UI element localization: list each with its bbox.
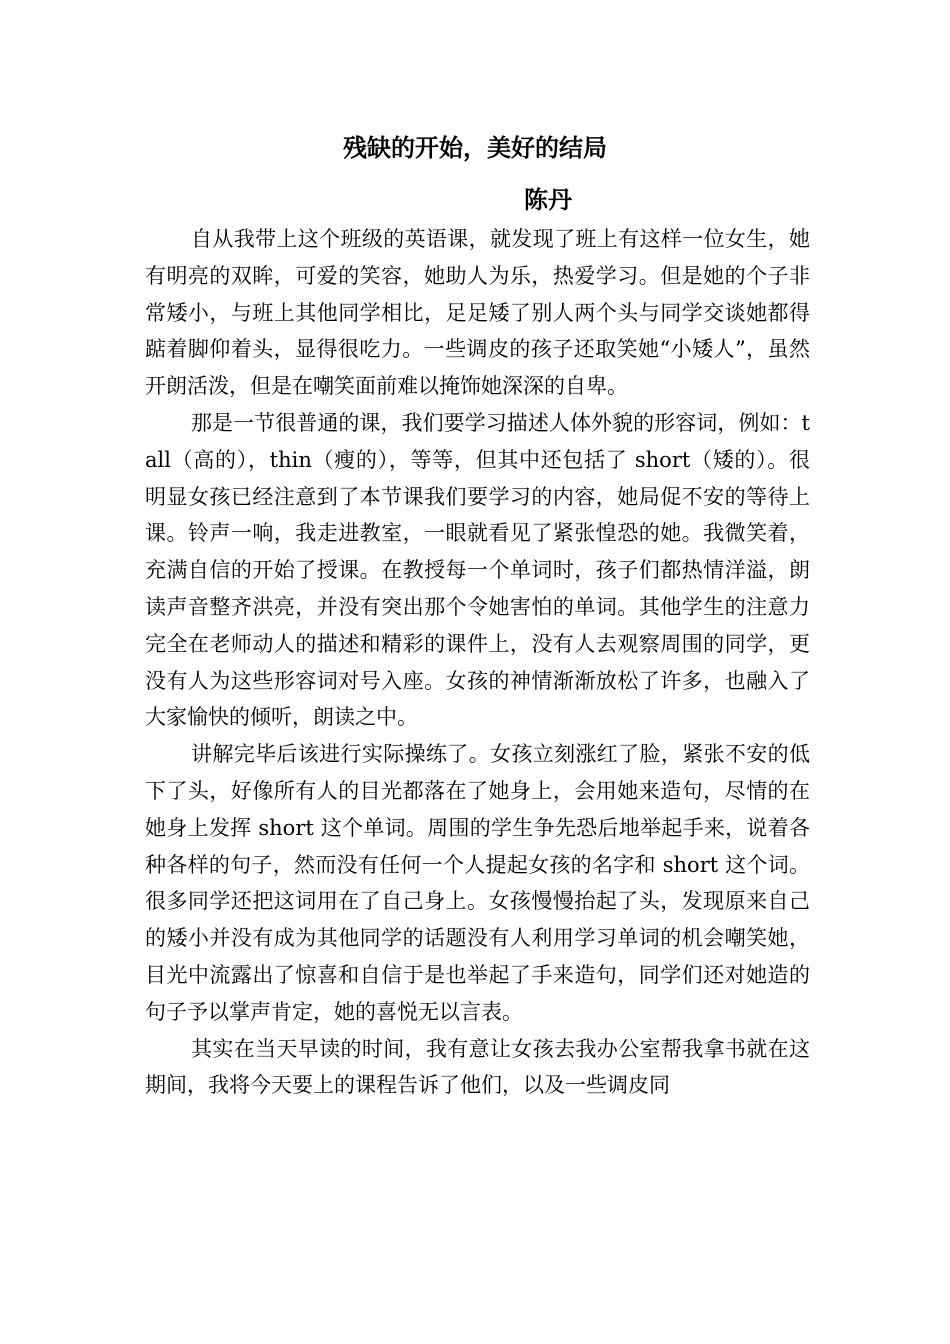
- document-title: 残缺的开始，美好的结局: [343, 133, 607, 162]
- document-author: 陈丹: [524, 185, 572, 214]
- paragraph-4: 其实在当天早读的时间，我有意让女孩去我办公室帮我拿书就在这期间，我将今天要上的课程告诉了他们，以及一些调皮同: [145, 1036, 810, 1098]
- paragraph-3: 讲解完毕后该进行实际操练了。女孩立刻涨红了脸，紧张不安的低下了头，好像所有人的目光都落在了她身上，会用她来造句，尽情的在她身上发挥 short 这个单词。周围的学生争先恐后地举起手来，说着各种各样的句子，然而没有任何一个人提起女孩的名字和 short 这个词。很多同学还把这词用在了自己身上。女孩慢慢抬起了头，发现原来自己的矮小并没有成为其他同学的话题没有人利用学习单词的机会嘲笑她，目光中流露出了惊喜和自信于是也举起了手来造句，同学们还对她造的句子予以掌声肯定，她的喜悦无以言表。: [145, 742, 810, 1024]
- paragraph-2: 那是一节很普通的课，我们要学习描述人体外貌的形容词，例如：tall（高的），thin（瘦的），等等，但其中还包括了 short（矮的）。很明显女孩已经注意到了本节课我们要学习的内容，她局促不安的等待上课。铃声一响，我走进教室，一眼就看见了紧张惶恐的她。我微笑着，充满自信的开始了授课。在教授每一个单词时，孩子们都热情洋溢，朗读声音整齐洪亮，并没有突出那个令她害怕的单词。其他学生的注意力完全在老师动人的描述和精彩的课件上，没有人去观察周围的同学，更没有人为这些形容词对号入座。女孩的神情渐渐放松了许多，也融入了大家愉快的倾听，朗读之中。: [145, 410, 810, 730]
- document-body: [145, 221, 810, 1104]
- paragraph-1: 自从我带上这个班级的英语课，就发现了班上有这样一位女生，她有明亮的双眸，可爱的笑容，她助人为乐，热爱学习。但是她的个子非常矮小，与班上其他同学相比，足足矮了别人两个头与同学交谈她都得踮着脚仰着头，显得很吃力。一些调皮的孩子还取笑她“小矮人”，虽然开朗活泼，但是在嘲笑面前难以掩饰她深深的自卑。: [145, 227, 810, 399]
